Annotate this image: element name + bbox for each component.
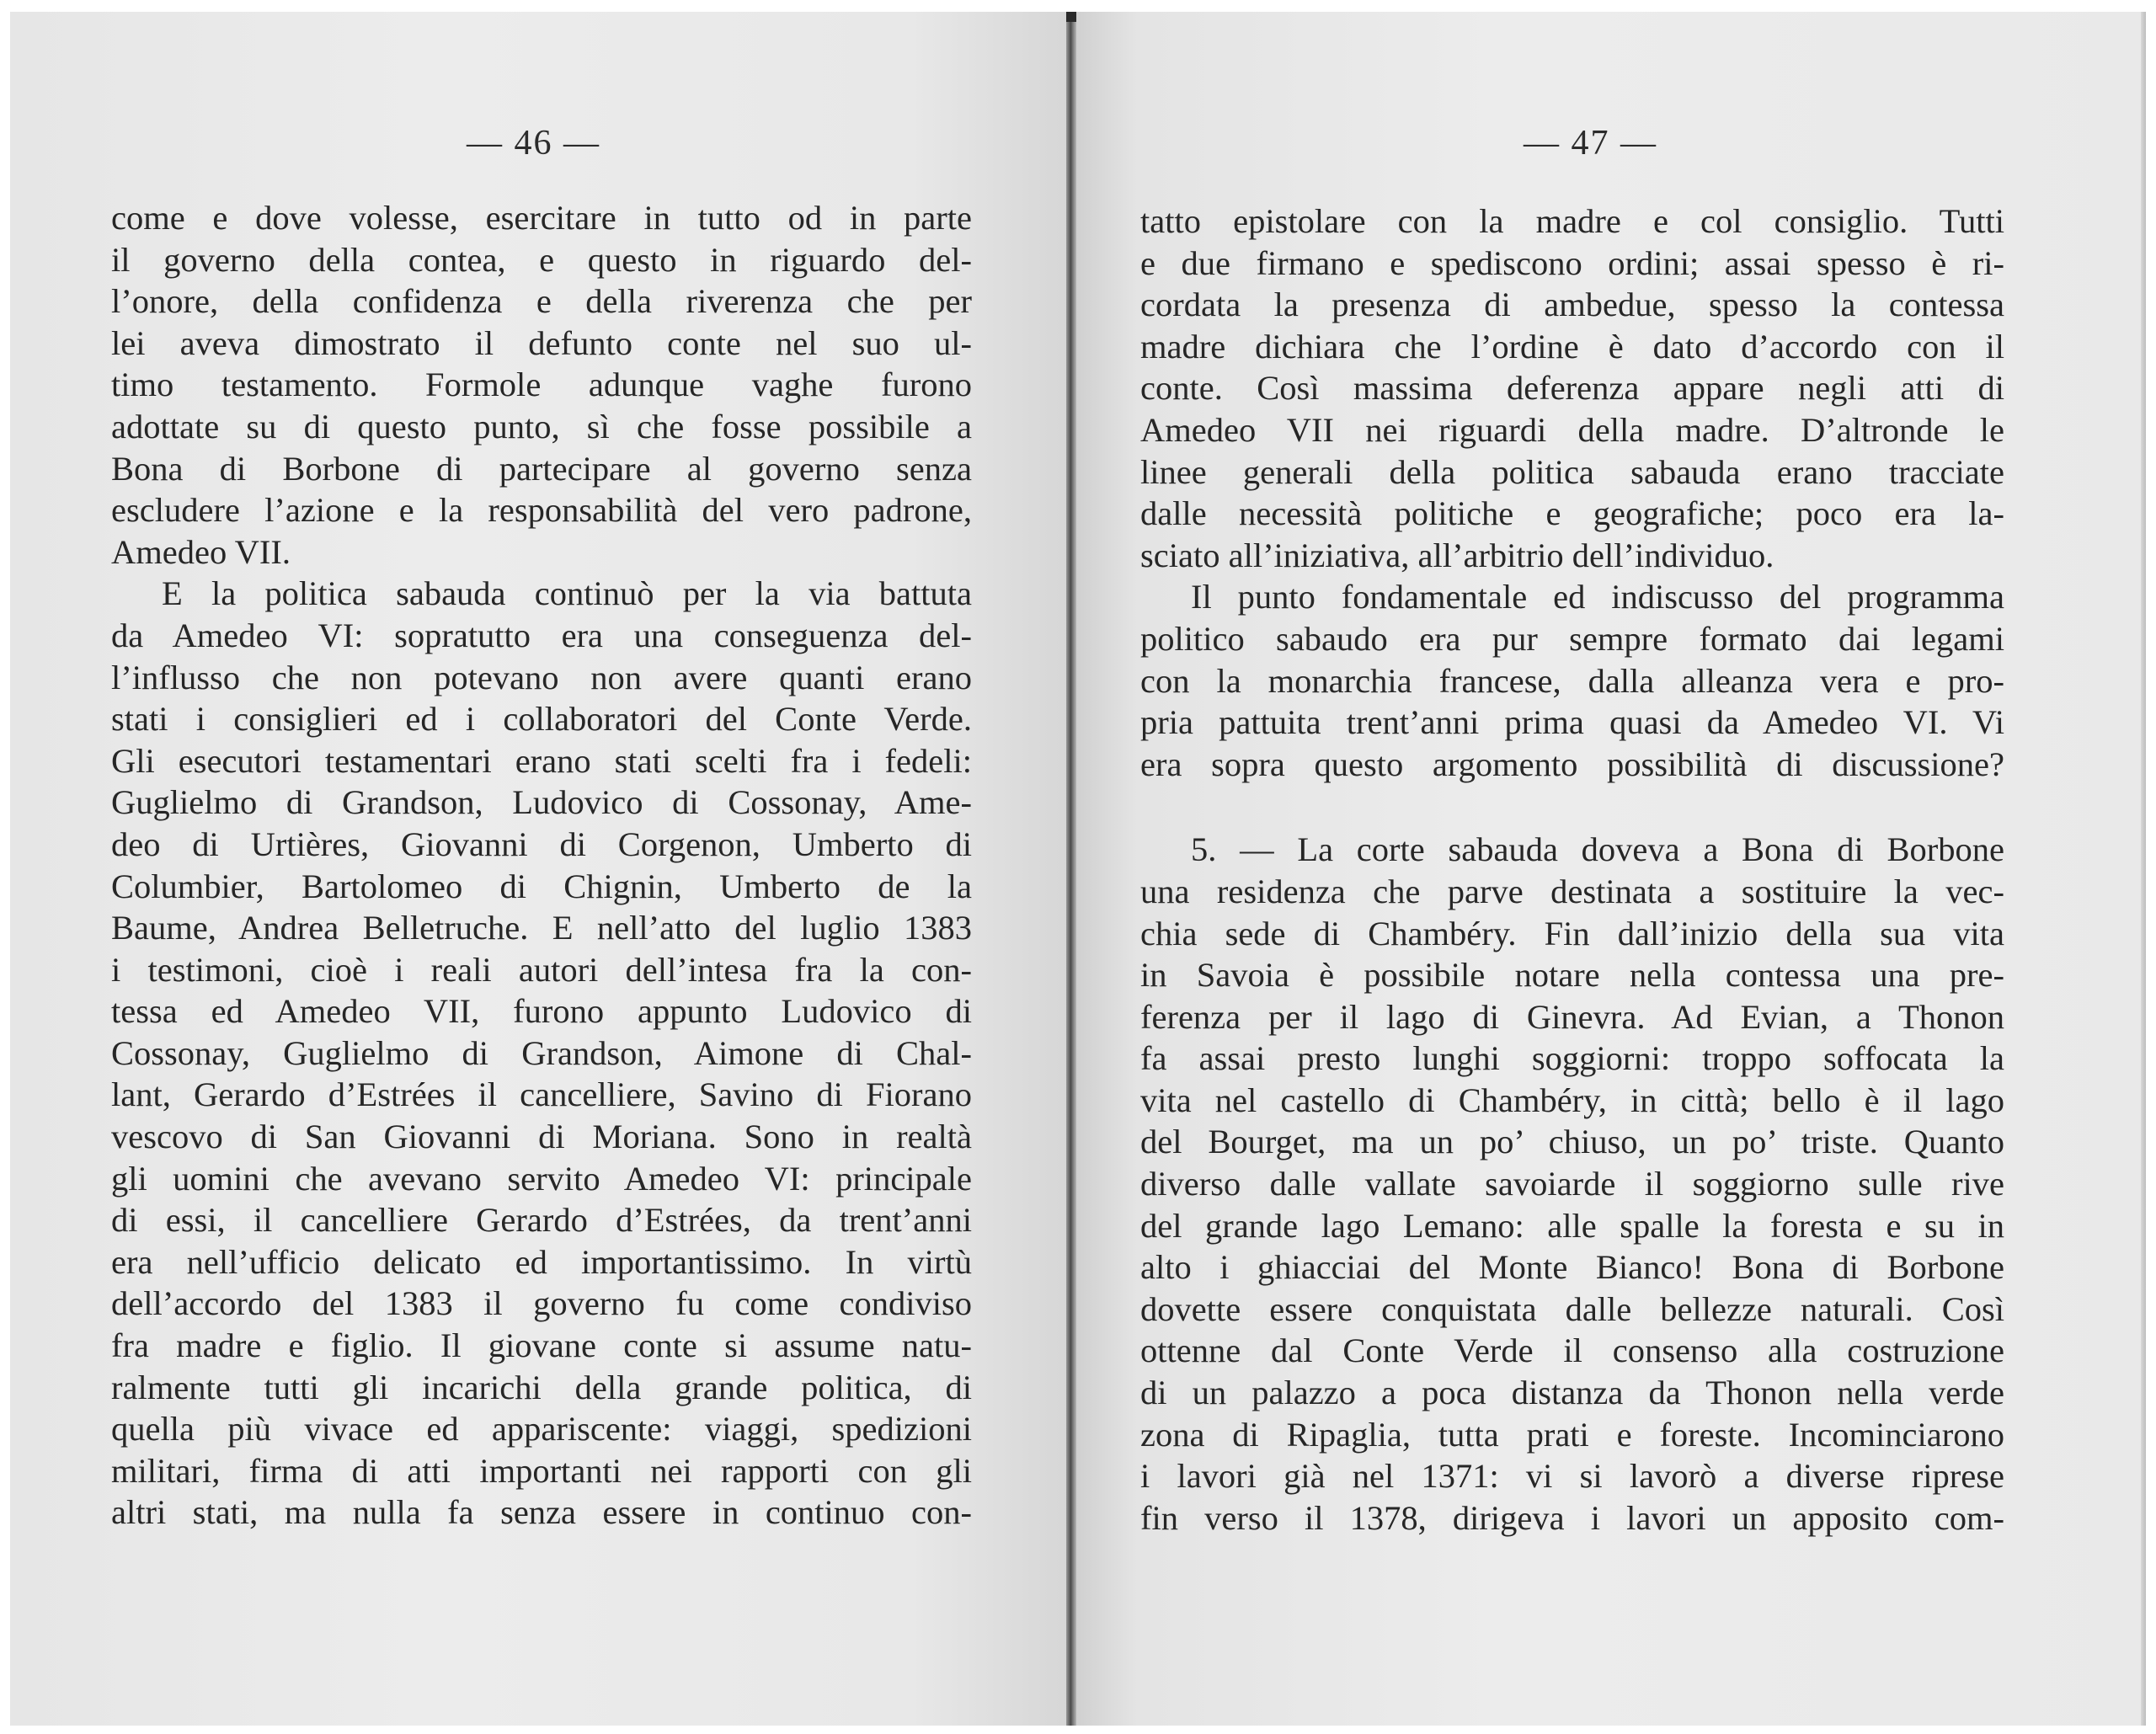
text-line: quella più vivace ed appariscente: viaggi, spedizioni [111,1410,972,1449]
text-line: ralmente tutti gli incarichi della grande politica, di [111,1368,972,1406]
text-line: militari, firma di atti importanti nei rapporti con gli [111,1451,972,1490]
book-spread [10,12,2146,1726]
text-line: dovette essere conquistata dalle bellezze naturali. Così [1140,1289,2004,1328]
text-line: Amedeo VII. [111,532,291,571]
text-line: fa assai presto lunghi soggiorni: troppo soffocata la [1140,1039,2004,1078]
section-start-line: 5. — La corte sabauda doveva a Bona di Borbone [1191,830,2004,869]
text-line: chia sede di Chambéry. Fin dall’inizio della sua vita [1140,914,2004,952]
text-line: di essi, il cancelliere Gerardo d’Estrées, da trent’anni [111,1201,972,1240]
text-line: gli uomini che avevano servito Amedeo VI: principale [111,1159,972,1198]
text-line: Gli esecutori testamentari erano stati scelti fra i fedeli: [111,741,972,780]
text-line: una residenza che parve destinata a sostituire la vec- [1140,872,2004,910]
text-line: Bona di Borbone di partecipare al governo senza [111,449,972,488]
text-line: tessa ed Amedeo VII, furono appunto Ludovico di [111,992,972,1031]
text-line: cordata la presenza di ambedue, spesso la contessa [1140,285,2004,324]
text-line: pria pattuita trent’anni prima quasi da Amedeo VI. Vi [1140,703,2004,742]
text-line: in Savoia è possibile notare nella contessa una pre- [1140,956,2004,995]
text-line: sciato all’iniziativa, all’arbitrio dell’individuo. [1140,536,1774,574]
text-line: era nell’ufficio delicato ed importantissimo. In virtù [111,1242,972,1281]
text-line: tatto epistolare con la madre e col consiglio. Tutti [1140,202,2004,240]
text-line: con la monarchia francese, dalla alleanza vera e pro- [1140,661,2004,700]
right-page [1073,12,2146,1726]
page-body [111,197,972,1534]
text-line: Baume, Andrea Belletruche. E nell’atto del luglio 1383 [111,909,972,947]
text-line: diverso dalle vallate savoiarde il soggiorno sulle rive [1140,1165,2004,1203]
text-line: alto i ghiacciai del Monte Bianco! Bona di Borbone [1140,1248,2004,1287]
text-line: del grande lago Lemano: alle spalle la foresta e su in [1140,1206,2004,1245]
text-line: Columbier, Bartolomeo di Chignin, Umberto de la [111,867,972,905]
text-line: come e dove volesse, esercitare in tutto od in parte [111,199,972,237]
text-line: stati i consiglieri ed i collaboratori del Conte Verde. [111,700,972,739]
text-line: E la politica sabauda continuò per la via battuta [162,574,972,613]
page-number: — 47 — [1524,124,1657,163]
text-line: i lavori già nel 1371: vi si lavorò a diverse riprese [1140,1457,2004,1496]
gutter-shadow [1066,12,1076,22]
text-line: lant, Gerardo d’Estrées il cancelliere, Savino di Fiorano [111,1075,972,1114]
text-line: Guglielmo di Grandson, Ludovico di Cossonay, Ame- [111,783,972,822]
text-line: timo testamento. Formole adunque vaghe furono [111,365,972,404]
text-line: Amedeo VII nei riguardi della madre. D’altronde le [1140,410,2004,449]
text-line: fin verso il 1378, dirigeva i lavori un apposito com- [1140,1498,2004,1537]
text-line: era sopra questo argomento possibilità di discussione? [1140,744,2004,783]
text-line: escludere l’azione e la responsabilità del vero padrone, [111,491,972,530]
text-line: deo di Urtières, Giovanni di Corgenon, Umberto di [111,824,972,863]
text-line: l’influsso che non potevano non avere quanti erano [111,658,972,696]
text-line: l’onore, della confidenza e della riverenza che per [111,282,972,321]
text-line: i testimoni, cioè i reali autori dell’intesa fra la con- [111,950,972,989]
left-page [10,12,1070,1726]
text-line: vita nel castello di Chambéry, in città; bello è il lago [1140,1080,2004,1119]
text-line: ferenza per il lago di Ginevra. Ad Evian, a Thonon [1140,997,2004,1036]
text-line: di un palazzo a poca distanza da Thonon nella verde [1140,1374,2004,1412]
text-line: fra madre e figlio. Il giovane conte si assume natu- [111,1326,972,1365]
page-number: — 46 — [467,124,600,163]
text-line: madre dichiara che l’ordine è dato d’accordo con il [1140,327,2004,365]
text-line: ottenne dal Conte Verde il consenso alla costruzione [1140,1331,2004,1370]
text-line: e due firmano e spediscono ordini; assai spesso è ri- [1140,243,2004,282]
text-line: altri stati, ma nulla fa senza essere in continuo con- [111,1493,972,1532]
text-line: lei aveva dimostrato il defunto conte nel suo ul- [111,323,972,362]
text-line: politico sabaudo era pur sempre formato dai legami [1140,619,2004,658]
text-line: Cossonay, Guglielmo di Grandson, Aimone di Chal- [111,1033,972,1072]
text-line: linee generali della politica sabauda erano tracciate [1140,452,2004,491]
book-gutter [1066,12,1076,1726]
text-line: dalle necessità politiche e geografiche; poco era la- [1140,494,2004,533]
text-line: il governo della contea, e questo in riguardo del- [111,240,972,279]
text-line: da Amedeo VI: sopratutto era una conseguenza del- [111,616,972,654]
text-line: del Bourget, ma un po’ chiuso, un po’ triste. Quanto [1140,1123,2004,1161]
text-line: adottate su di questo punto, sì che fosse possibile a [111,407,972,446]
page-body [1140,200,2004,1539]
page-edge [2141,12,2146,1726]
text-line: vescovo di San Giovanni di Moriana. Sono in realtà [111,1118,972,1156]
text-line: conte. Così massima deferenza appare negli atti di [1140,369,2004,408]
text-line: Il punto fondamentale ed indiscusso del programma [1191,578,2004,616]
text-line: dell’accordo del 1383 il governo fu come condiviso [111,1284,972,1323]
text-line: zona di Ripaglia, tutta prati e foreste. Incominciarono [1140,1415,2004,1454]
